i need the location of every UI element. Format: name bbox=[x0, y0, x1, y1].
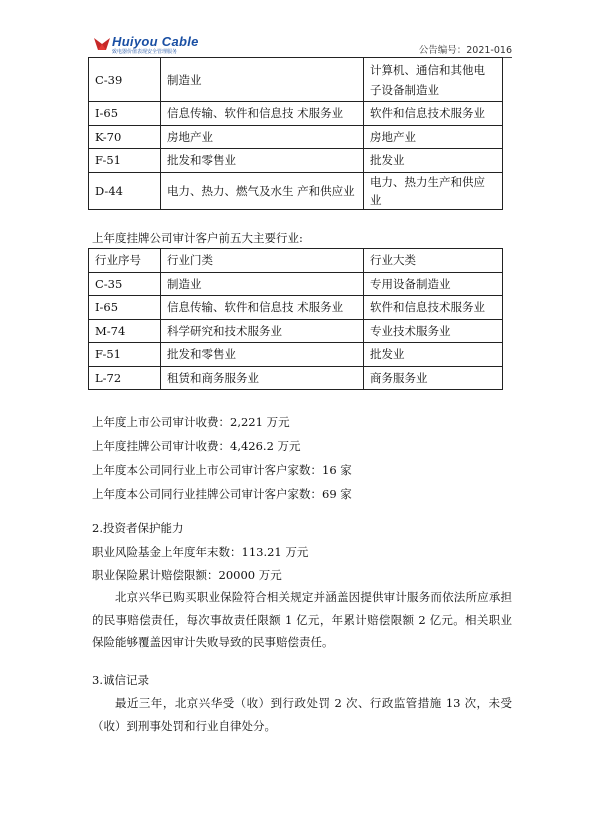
table-row bbox=[89, 125, 503, 149]
logo-text: Huiyou Cable bbox=[112, 34, 199, 49]
table-cell: 批发和零售业 bbox=[161, 343, 364, 367]
column-header: 行业门类 bbox=[161, 249, 364, 273]
table-cell: 专用设备制造业 bbox=[364, 272, 503, 296]
table-cell: 批发业 bbox=[364, 343, 503, 367]
section-title: 2.投资者保护能力 bbox=[92, 521, 184, 535]
logo-mark-icon bbox=[92, 36, 112, 52]
table-cell: I-65 bbox=[89, 102, 161, 126]
table2-title: 上年度挂牌公司审计客户前五大主要行业: bbox=[92, 231, 303, 245]
table-cell: K-70 bbox=[89, 125, 161, 149]
table-header-row bbox=[89, 249, 503, 273]
table-cell: 信息传输、软件和信息技 术服务业 bbox=[161, 102, 364, 126]
integrity-paragraph: 最近三年，北京兴华受（收）到行政处罚 2 次、行政监管措施 13 次，未受（收）到刑事处罚和行业自律处分。 bbox=[92, 696, 512, 733]
table-cell: 房地产业 bbox=[364, 125, 503, 149]
table-row bbox=[89, 58, 503, 102]
table-cell: 批发业 bbox=[364, 149, 503, 173]
table-cell: D-44 bbox=[89, 172, 161, 209]
table-cell: 信息传输、软件和信息技 术服务业 bbox=[161, 296, 364, 320]
notice-number: 公告编号：2021-016 bbox=[418, 45, 512, 56]
section-title: 3.诚信记录 bbox=[92, 673, 149, 687]
insurance-paragraph: 北京兴华已购买职业保险符合相关规定并涵盖因提供审计服务而依法所应承担的民事赔偿责任，每次事故责任限额 1 亿元，年累计赔偿限额 2 亿元。相关职业保险能够覆盖因审计失败导致的民事赔偿责任。 bbox=[92, 590, 512, 649]
insurance-limit-line: 职业保险累计赔偿限额：20000 万元 bbox=[92, 568, 282, 582]
table-row bbox=[89, 296, 503, 320]
table-cell: C-39 bbox=[89, 58, 161, 102]
industry-table-listed-nq bbox=[88, 248, 503, 390]
table-cell: 电力、热力生产和供应业 bbox=[364, 172, 503, 209]
risk-fund-line: 职业风险基金上年度年末数：113.21 万元 bbox=[92, 545, 309, 559]
company-logo bbox=[92, 36, 222, 56]
page-header bbox=[92, 36, 512, 56]
table-cell: 制造业 bbox=[161, 272, 364, 296]
stat-line: 上年度本公司同行业挂牌公司审计客户家数：69 家 bbox=[92, 487, 352, 501]
table-cell: 批发和零售业 bbox=[161, 149, 364, 173]
table-cell: C-35 bbox=[89, 272, 161, 296]
table-cell: 房地产业 bbox=[161, 125, 364, 149]
table-row bbox=[89, 319, 503, 343]
table-row bbox=[89, 102, 503, 126]
table-cell: 制造业 bbox=[161, 58, 364, 102]
table-cell: 电力、热力、燃气及水生 产和供应业 bbox=[161, 172, 364, 209]
table-cell: 计算机、通信和其他电子设备制造业 bbox=[364, 58, 503, 102]
table-row bbox=[89, 366, 503, 390]
table-cell: F-51 bbox=[89, 343, 161, 367]
table-cell: I-65 bbox=[89, 296, 161, 320]
table-cell: L-72 bbox=[89, 366, 161, 390]
table-row bbox=[89, 272, 503, 296]
stat-line: 上年度挂牌公司审计收费：4,426.2 万元 bbox=[92, 439, 301, 453]
table-row bbox=[89, 149, 503, 173]
table-cell: 商务服务业 bbox=[364, 366, 503, 390]
table-cell: 软件和信息技术服务业 bbox=[364, 102, 503, 126]
table-cell: 科学研究和技术服务业 bbox=[161, 319, 364, 343]
table-row bbox=[89, 172, 503, 209]
table-cell: 租赁和商务服务业 bbox=[161, 366, 364, 390]
table-cell: 软件和信息技术服务业 bbox=[364, 296, 503, 320]
table-row bbox=[89, 343, 503, 367]
stat-line: 上年度上市公司审计收费：2,221 万元 bbox=[92, 415, 290, 429]
table-cell: 专业技术服务业 bbox=[364, 319, 503, 343]
stat-line: 上年度本公司同行业上市公司审计客户家数：16 家 bbox=[92, 463, 352, 477]
table-cell: M-74 bbox=[89, 319, 161, 343]
column-header: 行业序号 bbox=[89, 249, 161, 273]
logo-tagline: 致电器价值表现安全管理服务 bbox=[112, 49, 178, 55]
column-header: 行业大类 bbox=[364, 249, 503, 273]
industry-table-listed bbox=[88, 57, 503, 210]
table-cell: F-51 bbox=[89, 149, 161, 173]
